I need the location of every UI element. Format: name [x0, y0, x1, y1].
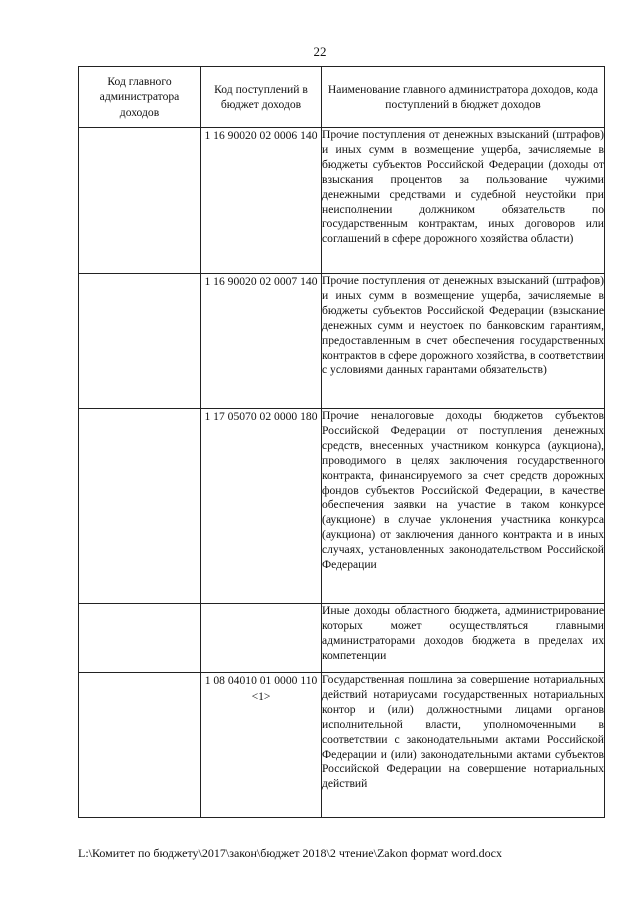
- header-admin-code: Код главного администратора доходов: [79, 67, 201, 128]
- admin-code-cell: [79, 409, 201, 604]
- header-income-code: Код поступлений в бюджет доходов: [201, 67, 322, 128]
- table-row: [79, 128, 605, 274]
- name-cell: Прочие поступления от денежных взысканий (штрафов) и иных сумм в возмещение ущерба, зачисляемые в бюджеты субъектов Российской Федерации (доходы от взыскания процентов за пользование чужими денежными средствами и судебной неустойки при неисполнении должником обязательств по государственным контрактам, иных договоров или соглашений в сфере дорожного хозяйства области): [322, 128, 605, 274]
- income-code-cell: 1 16 90020 02 0006 140: [201, 128, 322, 274]
- income-code-cell: 1 16 90020 02 0007 140: [201, 274, 322, 409]
- name-cell: Государственная пошлина за совершение нотариальных действий нотариусами государственных нотариальных контор и (или) должностными лицами органов исполнительной власти, уполномоченными в соответствии с законодательными актами Российской Федерации и (или) законодательными актами субъектов Российской Федерации на совершение нотариальных действий: [322, 673, 605, 818]
- table-header-row: [79, 67, 605, 128]
- table-row: [79, 673, 605, 818]
- admin-code-cell: [79, 128, 201, 274]
- table-row: [79, 274, 605, 409]
- file-path-footer: L:\Комитет по бюджету\2017\закон\бюджет 2018\2 чтение\Zakon формат word.docx: [78, 846, 502, 860]
- page-number: 22: [313, 44, 327, 59]
- income-codes-table: [78, 66, 605, 818]
- admin-code-cell: [79, 274, 201, 409]
- name-cell: Прочие неналоговые доходы бюджетов субъектов Российской Федерации от поступления денежных средств, внесенных участником конкурса (аукциона), проводимого в целях заключения государственного контракта, финансируемого за счет средств дорожных фондов субъектов Российской Федерации, в качестве обеспечения заявки на участие в таком конкурсе (аукционе) в случае уклонения участника конкурса (аукциона) от заключения данного контракта и в иных случаях, установленных законодательством Российской Федерации: [322, 409, 605, 604]
- table-row: [79, 604, 605, 673]
- name-cell: Иные доходы областного бюджета, администрирование которых может осуществляться главными администраторами доходов бюджета в пределах их компетенции: [322, 604, 605, 673]
- admin-code-cell: [79, 604, 201, 673]
- income-code-cell: 1 17 05070 02 0000 180: [201, 409, 322, 604]
- name-cell: Прочие поступления от денежных взысканий (штрафов) и иных сумм в возмещение ущерба, зачисляемые в бюджеты субъектов Российской Федерации (взыскание денежных сумм и неустоек по банковским гарантиям, предоставленным в счет обеспечения государственных контрактов в сфере дорожного хозяйства, в соответствии с условиями данных гарантами обязательств): [322, 274, 605, 409]
- income-code-cell: [201, 604, 322, 673]
- table-row: [79, 409, 605, 604]
- admin-code-cell: [79, 673, 201, 818]
- header-name: Наименование главного администратора доходов, кода поступлений в бюджет доходов: [322, 67, 605, 128]
- income-code-cell: 1 08 04010 01 0000 110 <1>: [201, 673, 322, 818]
